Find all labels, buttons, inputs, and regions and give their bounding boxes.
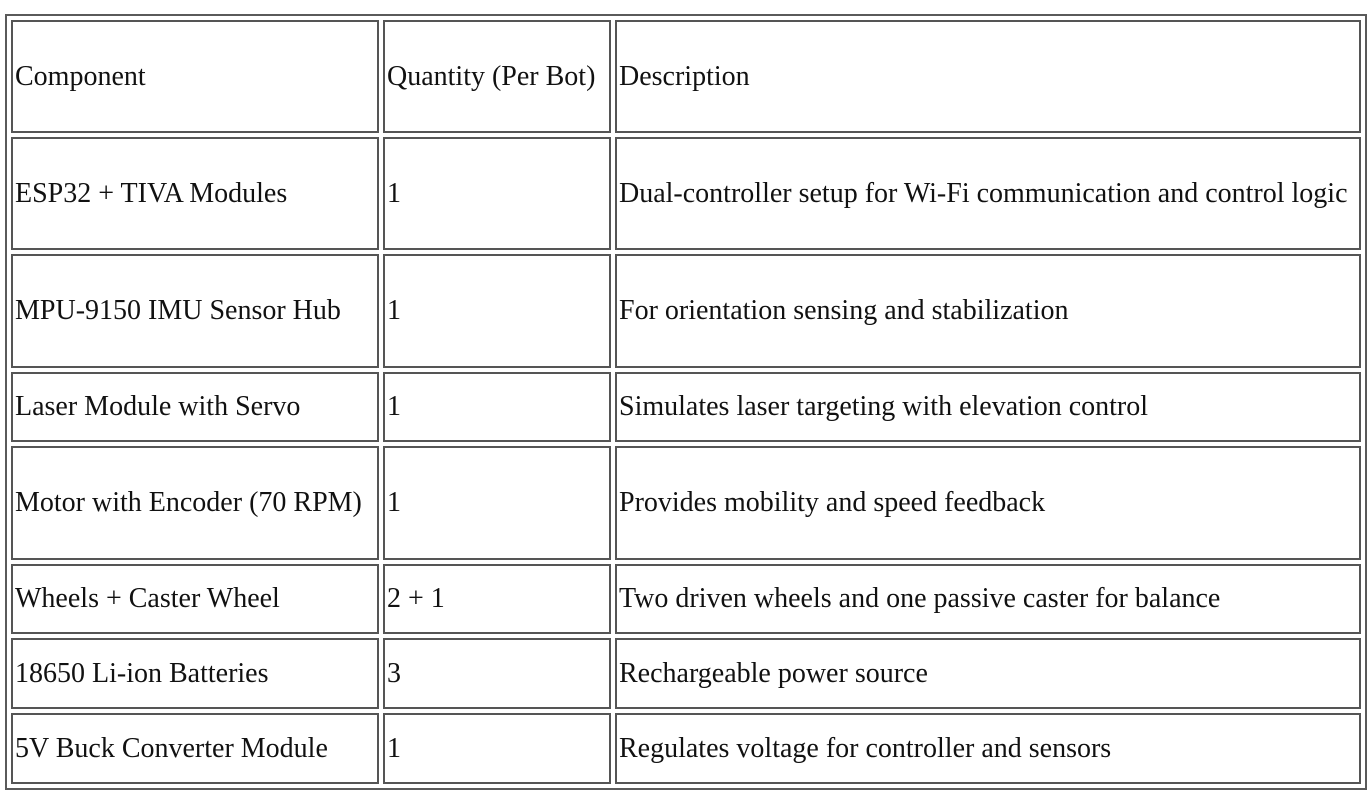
table-row	[11, 254, 1361, 367]
table-row	[11, 638, 1361, 709]
cell-quantity: 1	[383, 446, 611, 559]
cell-quantity: 2 + 1	[383, 564, 611, 635]
cell-description: Dual-controller setup for Wi-Fi communication and control logic	[615, 137, 1361, 250]
header-quantity: Quantity (Per Bot)	[383, 20, 611, 133]
cell-description: Simulates laser targeting with elevation control	[615, 372, 1361, 443]
table-row	[11, 713, 1361, 784]
components-table	[5, 14, 1367, 790]
header-description: Description	[615, 20, 1361, 133]
cell-description: Rechargeable power source	[615, 638, 1361, 709]
cell-component: Laser Module with Servo	[11, 372, 379, 443]
cell-component: 18650 Li-ion Batteries	[11, 638, 379, 709]
cell-quantity: 3	[383, 638, 611, 709]
cell-component: MPU-9150 IMU Sensor Hub	[11, 254, 379, 367]
header-component: Component	[11, 20, 379, 133]
cell-component: ESP32 + TIVA Modules	[11, 137, 379, 250]
cell-description: Two driven wheels and one passive caster for balance	[615, 564, 1361, 635]
header-row	[11, 20, 1361, 133]
cell-component: Motor with Encoder (70 RPM)	[11, 446, 379, 559]
table-row	[11, 564, 1361, 635]
cell-component: Wheels + Caster Wheel	[11, 564, 379, 635]
cell-description: For orientation sensing and stabilization	[615, 254, 1361, 367]
cell-quantity: 1	[383, 713, 611, 784]
cell-quantity: 1	[383, 254, 611, 367]
cell-quantity: 1	[383, 137, 611, 250]
cell-component: 5V Buck Converter Module	[11, 713, 379, 784]
cell-description: Regulates voltage for controller and sensors	[615, 713, 1361, 784]
table-row	[11, 137, 1361, 250]
table-row	[11, 372, 1361, 443]
cell-description: Provides mobility and speed feedback	[615, 446, 1361, 559]
cell-quantity: 1	[383, 372, 611, 443]
table-row	[11, 446, 1361, 559]
